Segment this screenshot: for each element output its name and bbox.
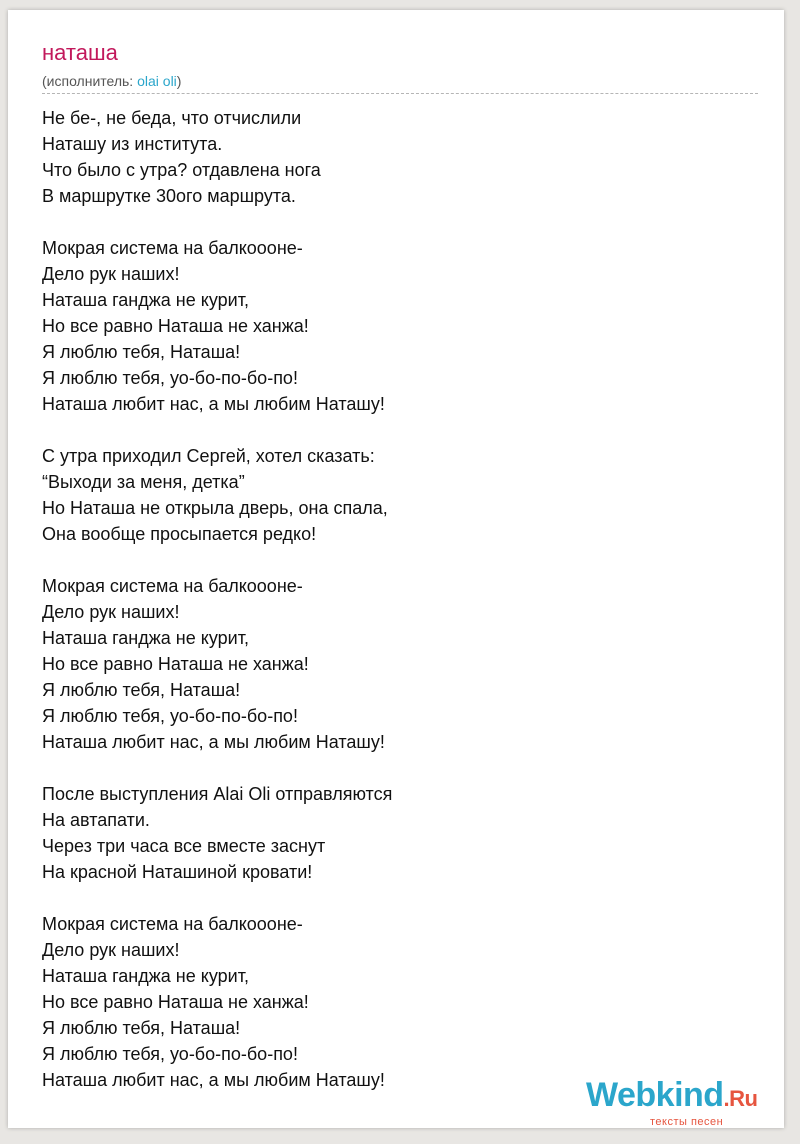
lyric-line: Я люблю тебя, уо-бо-по-бо-по! [42, 706, 298, 726]
lyric-line: Я люблю тебя, уо-бо-по-бо-по! [42, 1044, 298, 1064]
lyric-line: Она вообще просыпается редко! [42, 524, 317, 544]
lyrics-sheet [8, 10, 784, 1128]
lyric-line: Дело рук наших! [42, 264, 180, 284]
stanza-gap [42, 885, 762, 911]
lyric-line: Наташу из института. [42, 134, 223, 154]
lyric-line: Наташа ганджа не курит, [42, 628, 249, 648]
lyric-line: Мокрая система на балкоооне- [42, 238, 303, 258]
artist-link[interactable]: olai oli [137, 73, 177, 89]
lyric-line: Что было с утра? отдавлена нога [42, 160, 321, 180]
stanza-gap [42, 755, 762, 781]
lyric-line: На автапати. [42, 810, 150, 830]
logo-tld: .Ru [723, 1086, 758, 1111]
lyric-line: Но Наташа не открыла дверь, она спала, [42, 498, 388, 518]
logo-tagline: тексты песен [650, 1116, 724, 1128]
song-title: наташа [42, 40, 118, 65]
lyric-line: Но все равно Наташа не ханжа! [42, 654, 309, 674]
lyrics-body [42, 105, 762, 1093]
lyric-line: На красной Наташиной кровати! [42, 862, 313, 882]
lyric-line: Наташа ганджа не курит, [42, 290, 249, 310]
stanza-gap [42, 417, 762, 443]
artist-suffix: ) [176, 73, 182, 89]
lyric-line: Наташа любит нас, а мы любим Наташу! [42, 732, 385, 752]
lyric-line: Но все равно Наташа не ханжа! [42, 316, 309, 336]
lyric-line: “Выходи за меня, детка” [42, 472, 245, 492]
logo-brand: Webkind [586, 1076, 724, 1114]
stanza-gap [42, 209, 762, 235]
webkind-logo[interactable] [586, 1078, 786, 1128]
artist-line [42, 73, 181, 90]
lyric-line: Я люблю тебя, Наташа! [42, 1018, 241, 1038]
lyric-line: Наташа любит нас, а мы любим Наташу! [42, 394, 385, 414]
lyric-line: Я люблю тебя, уо-бо-по-бо-по! [42, 368, 298, 388]
lyric-line: Наташа ганджа не курит, [42, 966, 249, 986]
artist-prefix: (исполнитель: [42, 73, 138, 89]
lyric-line: Но все равно Наташа не ханжа! [42, 992, 309, 1012]
lyric-line: Мокрая система на балкоооне- [42, 576, 303, 596]
lyric-line: Мокрая система на балкоооне- [42, 914, 303, 934]
lyric-line: Дело рук наших! [42, 602, 180, 622]
title-divider [42, 93, 758, 94]
lyric-line: Я люблю тебя, Наташа! [42, 680, 241, 700]
stanza-gap [42, 547, 762, 573]
lyric-line: После выступления Alai Oli отправляются [42, 784, 393, 804]
lyric-line: Наташа любит нас, а мы любим Наташу! [42, 1070, 385, 1090]
lyric-line: С утра приходил Сергей, хотел сказать: [42, 446, 375, 466]
lyric-line: Не бе-, не беда, что отчислили [42, 108, 302, 128]
logo-wordmark [586, 1078, 758, 1112]
lyric-line: Я люблю тебя, Наташа! [42, 342, 241, 362]
lyric-line: Дело рук наших! [42, 940, 180, 960]
lyric-line: В маршрутке 30ого маршрута. [42, 186, 296, 206]
lyric-line: Через три часа все вместе заснут [42, 836, 326, 856]
